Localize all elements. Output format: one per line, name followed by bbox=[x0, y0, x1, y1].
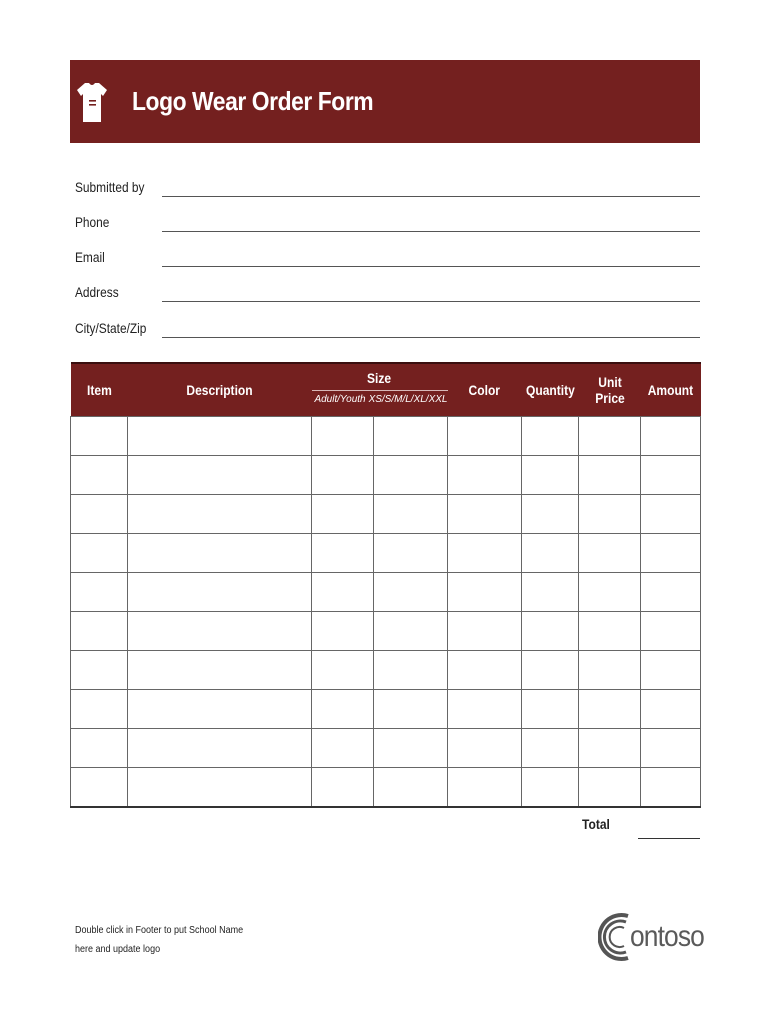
column-subheader-adult-youth: Adult/Youth bbox=[314, 394, 366, 405]
table-row bbox=[71, 690, 701, 729]
footer-note bbox=[75, 921, 243, 959]
table-cell[interactable] bbox=[312, 612, 374, 651]
table-cell[interactable] bbox=[312, 534, 374, 573]
table-cell[interactable] bbox=[448, 534, 522, 573]
table-cell[interactable] bbox=[312, 768, 374, 808]
column-header-item: Item bbox=[71, 363, 128, 417]
table-cell[interactable] bbox=[128, 612, 312, 651]
table-row bbox=[71, 651, 701, 690]
table-cell[interactable] bbox=[579, 417, 641, 456]
table-cell[interactable] bbox=[71, 612, 128, 651]
header-banner bbox=[70, 60, 700, 143]
logo-c-icon bbox=[598, 906, 634, 968]
city-state-zip-input[interactable] bbox=[162, 337, 700, 338]
column-header-size: Size Adult/Youth XS/S/M/L/XL/XXL bbox=[312, 363, 448, 417]
column-header-color: Color bbox=[448, 363, 522, 417]
table-row bbox=[71, 768, 701, 808]
order-table bbox=[70, 362, 701, 808]
table-cell[interactable] bbox=[374, 651, 448, 690]
field-label: Phone bbox=[75, 214, 110, 230]
shirt-icon bbox=[76, 81, 108, 123]
table-cell[interactable] bbox=[374, 456, 448, 495]
email-field[interactable] bbox=[75, 243, 700, 273]
field-label: Submitted by bbox=[75, 179, 145, 195]
table-cell[interactable] bbox=[128, 456, 312, 495]
table-cell[interactable] bbox=[71, 417, 128, 456]
table-cell[interactable] bbox=[71, 534, 128, 573]
table-cell[interactable] bbox=[641, 573, 701, 612]
field-label: Address bbox=[75, 284, 119, 300]
table-cell[interactable] bbox=[641, 456, 701, 495]
table-cell[interactable] bbox=[448, 612, 522, 651]
table-row bbox=[71, 417, 701, 456]
table-cell[interactable] bbox=[641, 534, 701, 573]
phone-input[interactable] bbox=[162, 231, 700, 232]
table-cell[interactable] bbox=[579, 768, 641, 808]
table-cell[interactable] bbox=[374, 768, 448, 808]
table-cell[interactable] bbox=[312, 573, 374, 612]
table-cell[interactable] bbox=[448, 573, 522, 612]
table-cell[interactable] bbox=[448, 690, 522, 729]
table-cell[interactable] bbox=[374, 534, 448, 573]
table-cell[interactable] bbox=[312, 456, 374, 495]
phone-field[interactable] bbox=[75, 208, 700, 238]
field-label: City/State/Zip bbox=[75, 320, 147, 336]
table-cell[interactable] bbox=[522, 456, 579, 495]
column-header-description: Description bbox=[128, 363, 312, 417]
total-label: Total bbox=[582, 816, 610, 832]
table-cell[interactable] bbox=[579, 729, 641, 768]
table-cell[interactable] bbox=[579, 573, 641, 612]
table-row bbox=[71, 573, 701, 612]
table-cell[interactable] bbox=[71, 768, 128, 808]
table-cell[interactable] bbox=[522, 768, 579, 808]
table-cell[interactable] bbox=[522, 417, 579, 456]
table-cell[interactable] bbox=[579, 534, 641, 573]
table-cell[interactable] bbox=[374, 573, 448, 612]
logo-text: ontoso bbox=[630, 920, 704, 953]
table-cell[interactable] bbox=[312, 690, 374, 729]
column-header-quantity: Quantity bbox=[522, 363, 579, 417]
table-cell[interactable] bbox=[448, 417, 522, 456]
table-cell[interactable] bbox=[448, 495, 522, 534]
table-cell[interactable] bbox=[448, 768, 522, 808]
table-cell[interactable] bbox=[522, 651, 579, 690]
table-cell[interactable] bbox=[374, 690, 448, 729]
table-cell[interactable] bbox=[522, 573, 579, 612]
contoso-logo bbox=[598, 906, 714, 968]
table-row bbox=[71, 534, 701, 573]
table-cell[interactable] bbox=[522, 729, 579, 768]
table-cell[interactable] bbox=[374, 612, 448, 651]
table-header-row bbox=[71, 363, 701, 417]
table-cell[interactable] bbox=[71, 651, 128, 690]
table-cell[interactable] bbox=[312, 417, 374, 456]
table-cell[interactable] bbox=[312, 729, 374, 768]
table-cell[interactable] bbox=[374, 495, 448, 534]
table-cell[interactable] bbox=[71, 456, 128, 495]
table-row bbox=[71, 495, 701, 534]
table-row bbox=[71, 729, 701, 768]
table-cell[interactable] bbox=[71, 729, 128, 768]
table-cell[interactable] bbox=[71, 690, 128, 729]
table-cell[interactable] bbox=[128, 651, 312, 690]
table-cell[interactable] bbox=[641, 651, 701, 690]
address-input[interactable] bbox=[162, 301, 700, 302]
column-subheader-size-range: XS/S/M/L/XL/XXL bbox=[368, 394, 448, 405]
table-cell[interactable] bbox=[374, 729, 448, 768]
table-cell[interactable] bbox=[579, 495, 641, 534]
table-cell[interactable] bbox=[71, 573, 128, 612]
submitted-by-field[interactable] bbox=[75, 173, 700, 203]
table-row bbox=[71, 612, 701, 651]
table-cell[interactable] bbox=[522, 495, 579, 534]
email-input[interactable] bbox=[162, 266, 700, 267]
city-state-zip-field[interactable] bbox=[75, 314, 700, 344]
submitted-by-input[interactable] bbox=[162, 196, 700, 197]
table-cell[interactable] bbox=[312, 651, 374, 690]
table-cell[interactable] bbox=[522, 534, 579, 573]
table-cell[interactable] bbox=[128, 495, 312, 534]
page-title: Logo Wear Order Form bbox=[132, 86, 374, 116]
column-header-unit-price: Unit Price bbox=[579, 363, 641, 417]
table-cell[interactable] bbox=[71, 495, 128, 534]
table-cell[interactable] bbox=[641, 417, 701, 456]
table-cell[interactable] bbox=[128, 534, 312, 573]
table-cell[interactable] bbox=[579, 651, 641, 690]
table-cell[interactable] bbox=[641, 729, 701, 768]
footer-note-line: here and update logo bbox=[75, 944, 161, 955]
table-cell[interactable] bbox=[448, 729, 522, 768]
field-label: Email bbox=[75, 249, 105, 265]
table-cell[interactable] bbox=[448, 651, 522, 690]
table-cell[interactable] bbox=[522, 690, 579, 729]
table-cell[interactable] bbox=[641, 690, 701, 729]
table-cell[interactable] bbox=[579, 612, 641, 651]
table-cell[interactable] bbox=[128, 690, 312, 729]
table-cell[interactable] bbox=[641, 612, 701, 651]
table-cell[interactable] bbox=[641, 768, 701, 808]
table-cell[interactable] bbox=[579, 456, 641, 495]
size-divider bbox=[312, 390, 448, 391]
table-cell[interactable] bbox=[128, 573, 312, 612]
total-input[interactable] bbox=[638, 838, 700, 839]
table-cell[interactable] bbox=[128, 768, 312, 808]
table-cell[interactable] bbox=[128, 729, 312, 768]
table-cell[interactable] bbox=[522, 612, 579, 651]
table-cell[interactable] bbox=[128, 417, 312, 456]
table-cell[interactable] bbox=[312, 495, 374, 534]
table-cell[interactable] bbox=[374, 417, 448, 456]
footer-note-line: Double click in Footer to put School Name bbox=[75, 925, 244, 936]
address-field[interactable] bbox=[75, 278, 700, 308]
column-header-amount: Amount bbox=[641, 363, 701, 417]
table-cell[interactable] bbox=[448, 456, 522, 495]
table-row bbox=[71, 456, 701, 495]
table-cell[interactable] bbox=[641, 495, 701, 534]
table-cell[interactable] bbox=[579, 690, 641, 729]
